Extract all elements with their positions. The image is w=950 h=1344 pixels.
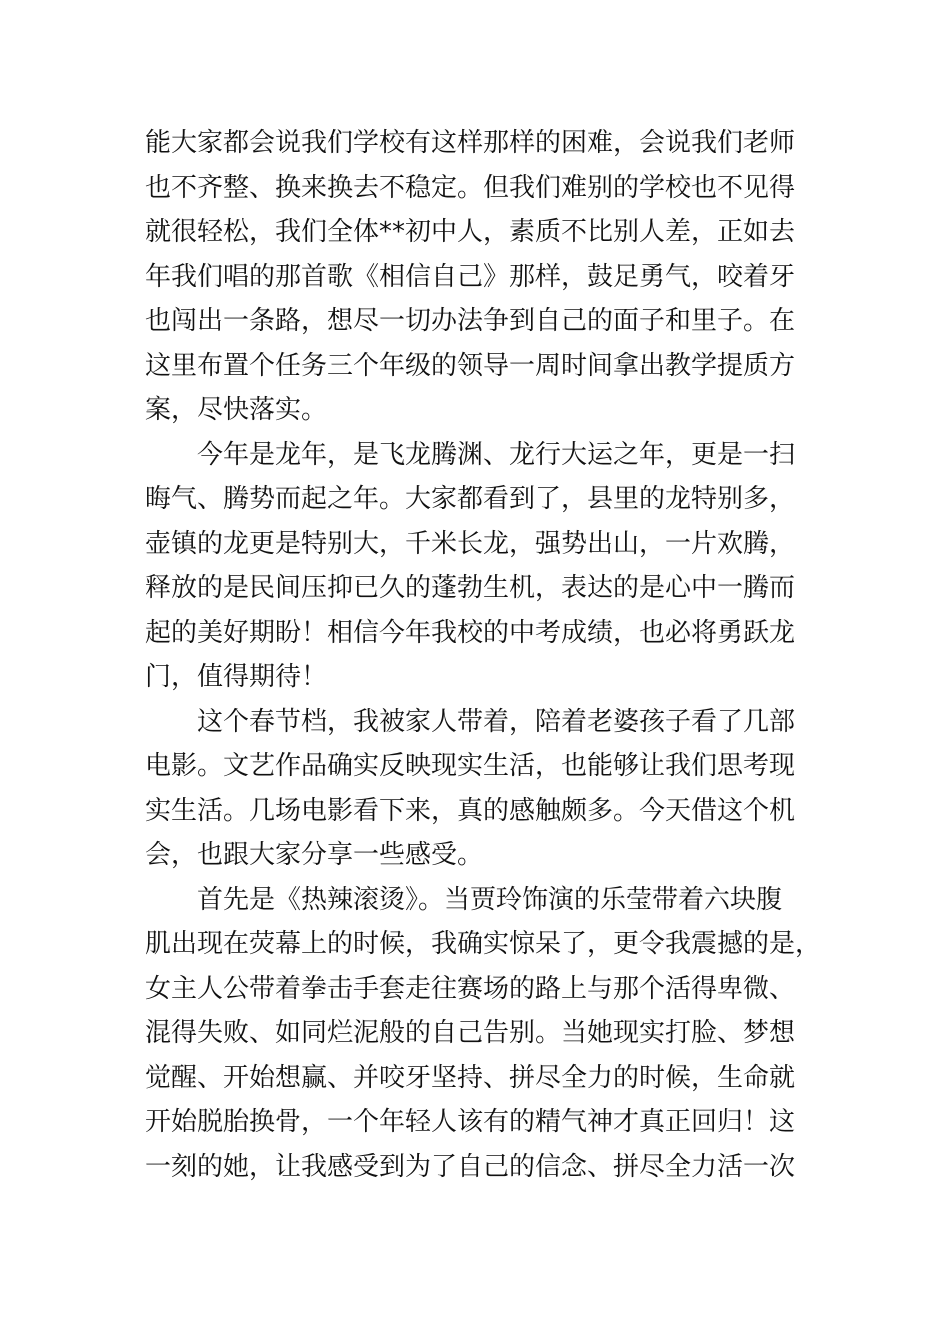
text-line: 肌出现在荧幕上的时候，我确实惊呆了，更令我震撼的是，: [145, 929, 822, 959]
text-line: 案，尽快落实。: [145, 395, 328, 425]
text-line: 能大家都会说我们学校有这样那样的困难，会说我们老师: [145, 128, 796, 158]
text-line: 也闯出一条路，想尽一切办法争到自己的面子和里子。在: [145, 306, 796, 336]
text-line: 觉醒、开始想赢、并咬牙坚持、拼尽全力的时候，生命就: [145, 1062, 796, 1093]
text-line: 就很轻松，我们全体**初中人，素质不比别人差，正如去: [145, 217, 796, 247]
text-line: 会，也跟大家分享一些感受。: [145, 840, 484, 870]
paragraph-start-line: 首先是《热辣滚烫》。当贾玲饰演的乐莹带着六块腹: [197, 884, 783, 915]
text-line: 一刻的她，让我感受到为了自己的信念、拼尽全力活一次: [145, 1151, 796, 1182]
text-line: 门，值得期待！: [145, 662, 328, 692]
text-line: 释放的是民间压抑已久的蓬勃生机，表达的是心中一腾而: [145, 573, 796, 603]
text-line: 起的美好期盼！相信今年我校的中考成绩，也必将勇跃龙: [145, 617, 796, 648]
text-line: 混得失败、如同烂泥般的自己告别。当她现实打脸、梦想: [145, 1018, 796, 1048]
paragraph-start-line: 今年是龙年，是飞龙腾渊、龙行大运之年，更是一扫: [197, 439, 796, 470]
paragraph-start-line: 这个春节档，我被家人带着，陪着老婆孩子看了几部: [197, 706, 796, 737]
body-text: [145, 121, 822, 1189]
text-line: 年我们唱的那首歌《相信自己》那样，鼓足勇气，咬着牙: [145, 261, 796, 292]
text-line: 电影。文艺作品确实反映现实生活，也能够让我们思考现: [145, 751, 796, 781]
text-line: 女主人公带着拳击手套走往赛场的路上与那个活得卑微、: [145, 973, 796, 1004]
text-line: 壶镇的龙更是特别大，千米长龙，强势出山，一片欢腾，: [145, 528, 796, 559]
text-line: 实生活。几场电影看下来，真的感触颇多。今天借这个机: [145, 795, 796, 826]
text-line: 晦气、腾势而起之年。大家都看到了，县里的龙特别多，: [145, 484, 796, 514]
text-line: 也不齐整、换来换去不稳定。但我们难别的学校也不见得: [145, 172, 796, 203]
text-line: 这里布置个任务三个年级的领导一周时间拿出教学提质方: [145, 350, 796, 381]
text-line: 开始脱胎换骨，一个年轻人该有的精气神才真正回归！这: [145, 1107, 796, 1137]
